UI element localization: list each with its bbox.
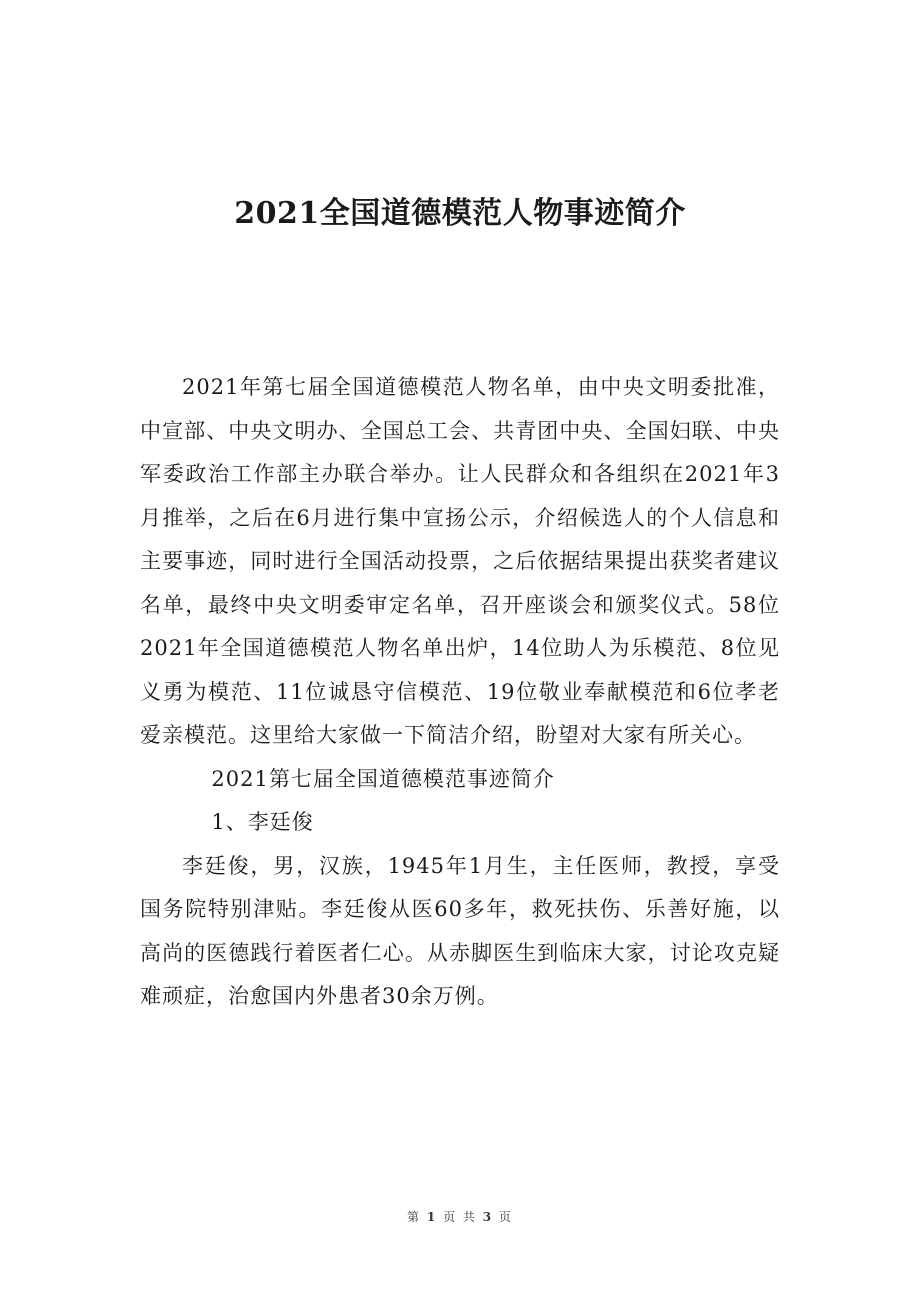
intro-paragraph: 2021年第七届全国道德模范人物名单，由中央文明委批准，中宣部、中央文明办、全国总工会、共青团中央、全国妇联、中央军委政治工作部主办联合举办。让人民群众和各组织在2021年3月推举，之后在6月进行集中宣扬公示，介绍候选人的个人信息和主要事迹，同时进行全国活动投票，之后依据结果提出获奖者建议名单，最终中央文明委审定名单，召开座谈会和颁奖仪式。58位2021年全国道德模范人物名单出炉，14位助人为乐模范、8位见义勇为模范、11位诚恳守信模范、19位敬业奉献模范和6位孝老爱亲模范。这里给大家做一下简洁介绍，盼望对大家有所关心。 (140, 375, 780, 747)
document-body (140, 366, 780, 1019)
item-heading: 1、李廷俊 (211, 810, 314, 834)
section-heading: 2021第七届全国道德模范事迹简介 (211, 766, 555, 791)
footer-suffix: 页 (498, 1210, 513, 1224)
footer-total-pages: 3 (482, 1210, 494, 1224)
footer-prefix: 第 (407, 1210, 422, 1224)
document-title: 2021全国道德模范人物事迹简介 (234, 196, 686, 231)
footer-middle: 页 共 (443, 1210, 477, 1224)
page-footer (0, 1208, 920, 1225)
item-paragraph: 李廷俊，男，汉族，1945年1月生，主任医师，教授，享受国务院特别津贴。李廷俊从医60多年，救死扶伤、乐善好施，以高尚的医德践行着医者仁心。从赤脚医生到临床大家，讨论攻克疑难顽症，治愈国内外患者30余万例。 (140, 853, 780, 1008)
footer-current-page: 1 (426, 1210, 438, 1224)
